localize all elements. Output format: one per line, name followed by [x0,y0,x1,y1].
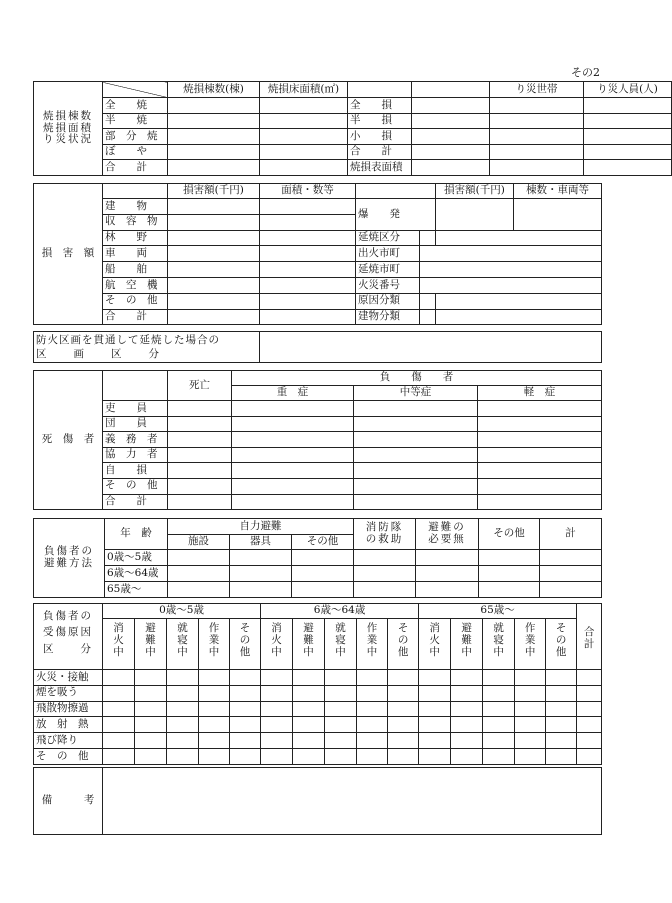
info-row-label: 建物分類 [356,309,420,325]
input-cell[interactable] [354,494,478,510]
input-cell[interactable] [478,416,602,432]
cause-row-label: 飛び降り [34,733,103,749]
casualty-row-label: 自 損 [103,463,168,479]
input-cell[interactable] [168,566,230,582]
injury-cause-rows [33,669,602,765]
input-cell[interactable] [357,685,388,701]
input-cell[interactable] [515,717,546,733]
activity-label: 消火中 [271,622,282,659]
input-cell[interactable] [490,98,584,114]
header-total: 計 [540,519,602,550]
input-cell[interactable] [260,129,348,145]
casualty-title: 死 傷 者 [34,371,103,510]
activity-label: 就寝中 [335,622,346,659]
input-cell[interactable] [261,685,293,701]
input-cell[interactable] [230,566,292,582]
loss-row-label: 全 損 [348,98,412,114]
damage-row-label: そ の 他 [103,293,168,309]
input-cell[interactable] [168,277,260,293]
input-cell[interactable] [292,550,354,566]
input-cell[interactable] [388,733,419,749]
header-burn-floor-area: 焼損床面積(㎡) [260,82,348,98]
input-cell[interactable] [515,733,546,749]
input-cell[interactable] [168,246,260,262]
input-cell[interactable] [479,566,540,582]
casualty-table [33,370,602,510]
loss-row-label: 合 計 [348,144,412,160]
damage-row-label: 車 両 [103,246,168,262]
input-cell[interactable] [168,309,260,325]
activity-label: 避難中 [461,622,472,659]
input-cell[interactable] [357,670,388,686]
input-cell[interactable] [232,494,354,510]
input-cell[interactable] [416,566,479,582]
input-cell[interactable] [436,309,602,325]
input-cell[interactable] [540,582,602,598]
burn-title: 焼損棟数 焼損面積 り災状況 [34,82,103,176]
input-cell[interactable] [584,144,672,160]
cause-row-label: そ の 他 [34,748,103,764]
input-cell[interactable] [135,685,167,701]
info-row-label: 原因分類 [356,293,420,309]
input-cell[interactable] [168,144,260,160]
input-cell[interactable] [232,447,354,463]
input-cell[interactable] [260,160,348,176]
activity-label: その他 [397,622,409,659]
burn-row-label: 部 分 焼 [103,129,168,145]
info-row-label: 火災番号 [356,277,420,293]
input-cell[interactable] [167,670,199,686]
input-cell[interactable] [232,416,354,432]
input-cell[interactable] [354,463,478,479]
header-equipment: 器具 [230,535,292,550]
input-cell[interactable] [260,144,348,160]
damage-title: 損 害 額 [34,184,103,325]
input-cell[interactable] [584,160,672,176]
input-cell[interactable] [412,129,490,145]
input-cell[interactable] [168,582,230,598]
input-cell[interactable] [546,685,577,701]
input-cell[interactable] [419,685,451,701]
burn-row-label: 半 焼 [103,113,168,129]
header-severe: 重 症 [232,386,354,401]
activity-label: その他 [239,622,251,659]
input-cell[interactable] [168,98,260,114]
input-cell[interactable] [436,199,514,231]
input-cell[interactable] [451,717,483,733]
input-cell[interactable] [354,582,416,598]
input-cell[interactable] [168,416,232,432]
input-cell[interactable] [103,733,135,749]
input-cell[interactable] [419,701,451,717]
input-cell[interactable] [584,113,672,129]
input-cell[interactable] [168,262,260,278]
input-cell[interactable] [199,748,230,764]
input-cell[interactable] [167,685,199,701]
input-cell[interactable] [577,670,602,686]
loss-row-label: 焼損表面積 [348,160,412,176]
input-cell[interactable] [230,550,292,566]
input-cell[interactable] [168,478,232,494]
input-cell[interactable] [420,230,436,246]
activity-label: その他 [555,622,567,659]
input-cell[interactable] [515,748,546,764]
input-cell[interactable] [232,432,354,448]
casualty-row-label: 義 務 者 [103,432,168,448]
input-cell[interactable] [577,733,602,749]
input-cell[interactable] [135,701,167,717]
input-cell[interactable] [419,670,451,686]
age-row-label: 6歳〜64歳 [105,566,168,582]
input-cell[interactable] [168,494,232,510]
evacuation-title: 負傷者の 避難方法 [34,519,105,598]
input-cell[interactable] [103,748,135,764]
input-cell[interactable] [293,733,325,749]
input-cell[interactable] [490,160,584,176]
burn-row-label: ぼ や [103,144,168,160]
page-label: その2 [571,66,600,79]
cause-row-label: 煙を吸う [34,685,103,701]
input-cell[interactable] [483,733,515,749]
input-cell[interactable] [325,685,357,701]
cause-row-label: 飛散物擦過 [34,701,103,717]
loss-row-label: 半 損 [348,113,412,129]
fire-zone-table [33,331,602,363]
activity-label: 避難中 [303,622,314,659]
input-cell[interactable] [260,199,356,215]
input-cell[interactable] [260,293,356,309]
activity-label: 消火中 [429,622,440,659]
info-row-label: 延焼市町 [356,262,420,278]
input-cell[interactable] [167,733,199,749]
input-cell[interactable] [546,748,577,764]
cause-row-label: 放 射 熱 [34,717,103,733]
header-other: その他 [479,519,540,550]
input-cell[interactable] [293,701,325,717]
input-cell[interactable] [388,748,419,764]
input-cell[interactable] [577,717,602,733]
damage-row-label: 林 野 [103,230,168,246]
input-cell[interactable] [388,670,419,686]
activity-label: 作業中 [208,622,220,659]
input-cell[interactable] [478,432,602,448]
input-cell[interactable] [135,748,167,764]
input-cell[interactable] [325,748,357,764]
input-cell[interactable] [412,98,490,114]
input-cell[interactable] [103,701,135,717]
input-cell[interactable] [420,293,436,309]
header-persons: り災人員(人) [584,82,672,98]
fire-zone-input[interactable] [260,332,602,363]
input-cell[interactable] [168,113,260,129]
header-damage-amount-2: 損害額(千円) [436,184,514,199]
input-cell[interactable] [478,463,602,479]
input-cell[interactable] [232,401,354,417]
casualty-row-label: 団 員 [103,416,168,432]
input-cell[interactable] [478,494,602,510]
input-cell[interactable] [230,582,292,598]
header-facility: 施設 [168,535,230,550]
burn-row-label: 全 焼 [103,98,168,114]
casualty-row-label: 協 力 者 [103,447,168,463]
input-cell[interactable] [577,685,602,701]
diagonal-cell [103,82,168,98]
input-cell[interactable] [293,717,325,733]
injury-cause-title: 負傷者の 受傷原因 区 分 [34,604,103,670]
header-age: 年 齢 [105,519,168,550]
input-cell[interactable] [325,717,357,733]
input-cell[interactable] [168,199,260,215]
burn-status-table [33,81,672,176]
header-death: 死亡 [168,371,232,401]
input-cell[interactable] [514,199,602,231]
loss-row-label: 小 損 [348,129,412,145]
input-cell[interactable] [577,748,602,764]
input-cell[interactable] [419,717,451,733]
input-cell[interactable] [354,566,416,582]
header-moderate: 中等症 [354,386,478,401]
input-cell[interactable] [199,717,230,733]
input-cell[interactable] [357,733,388,749]
input-cell[interactable] [490,144,584,160]
input-cell[interactable] [490,113,584,129]
input-cell[interactable] [490,129,584,145]
input-cell[interactable] [478,478,602,494]
input-cell[interactable] [416,582,479,598]
input-cell[interactable] [412,113,490,129]
header-age-6-64: 6歳〜64歳 [261,604,419,619]
input-cell[interactable] [261,733,293,749]
input-cell[interactable] [420,277,602,293]
input-cell[interactable] [292,566,354,582]
input-cell[interactable] [420,262,602,278]
input-cell[interactable] [483,717,515,733]
input-cell[interactable] [483,748,515,764]
input-cell[interactable] [168,230,260,246]
input-cell[interactable] [479,582,540,598]
input-cell[interactable] [451,701,483,717]
input-cell[interactable] [354,432,478,448]
input-cell[interactable] [199,685,230,701]
header-age-65: 65歳〜 [419,604,577,619]
input-cell[interactable] [478,401,602,417]
evacuation-table [33,518,602,598]
activity-label: 作業中 [524,622,536,659]
input-cell[interactable] [293,685,325,701]
input-cell[interactable] [260,246,356,262]
casualty-row-label: 合 計 [103,494,168,510]
header-self-other: その他 [292,535,354,550]
input-cell[interactable] [168,432,232,448]
damage-row-label: 建 物 [103,199,168,215]
input-cell[interactable] [357,748,388,764]
input-cell[interactable] [167,748,199,764]
input-cell[interactable] [515,685,546,701]
input-cell[interactable] [293,670,325,686]
input-cell[interactable] [261,670,293,686]
input-cell[interactable] [436,293,602,309]
header-rescue: 消防隊 の救助 [354,519,416,550]
header-injured: 負 傷 者 [232,371,602,386]
input-cell[interactable] [515,701,546,717]
input-cell[interactable] [546,733,577,749]
input-cell[interactable] [168,293,260,309]
fire-zone-label: 防火区画を貫通して延焼した場合の 区 画 区 分 [34,332,260,363]
input-cell[interactable] [103,670,135,686]
input-cell[interactable] [325,701,357,717]
input-cell[interactable] [451,748,483,764]
age-row-label: 65歳〜 [105,582,168,598]
damage-row-label: 収 容 物 [103,214,168,230]
input-cell[interactable] [199,670,230,686]
input-cell[interactable] [483,670,515,686]
input-cell[interactable] [230,670,261,686]
header-total: 合計 [577,604,602,670]
input-cell[interactable] [451,733,483,749]
header-age-0-5: 0歳〜5歳 [103,604,261,619]
input-cell[interactable] [419,748,451,764]
input-cell[interactable] [388,701,419,717]
age-row-label: 0歳〜5歳 [105,550,168,566]
input-cell[interactable] [230,733,261,749]
info-row-label: 延焼区分 [356,230,420,246]
activity-label: 消火中 [113,622,124,659]
input-cell[interactable] [436,230,602,246]
remarks-table [33,767,602,835]
input-cell[interactable] [416,550,479,566]
input-cell[interactable] [103,717,135,733]
input-cell[interactable] [167,701,199,717]
input-cell[interactable] [260,230,356,246]
input-cell[interactable] [540,566,602,582]
input-cell[interactable] [261,701,293,717]
casualty-row-label: そ の 他 [103,478,168,494]
input-cell[interactable] [325,670,357,686]
input-cell[interactable] [260,277,356,293]
burn-row-label: 合 計 [103,160,168,176]
input-cell[interactable] [168,463,232,479]
remarks-title: 備 考 [34,768,103,835]
input-cell[interactable] [451,670,483,686]
header-unnecessary: 避難の 必要無 [416,519,479,550]
input-cell[interactable] [168,129,260,145]
input-cell[interactable] [230,748,261,764]
damage-row-label: 航 空 機 [103,277,168,293]
input-cell[interactable] [478,447,602,463]
input-cell[interactable] [357,701,388,717]
input-cell[interactable] [230,701,261,717]
activity-label: 避難中 [145,622,156,659]
input-cell[interactable] [168,447,232,463]
input-cell[interactable] [325,733,357,749]
input-cell[interactable] [483,701,515,717]
damage-table [33,183,602,325]
input-cell[interactable] [584,129,672,145]
input-cell[interactable] [260,214,356,230]
input-cell[interactable] [135,670,167,686]
header-self-evacuation: 自力避難 [168,519,354,535]
input-cell[interactable] [388,685,419,701]
damage-row-label: 合 計 [103,309,168,325]
damage-row-label: 船 舶 [103,262,168,278]
input-cell[interactable] [420,309,436,325]
header-households: り災世帯 [490,82,584,98]
input-cell[interactable] [199,733,230,749]
input-cell[interactable] [261,717,293,733]
input-cell[interactable] [354,447,478,463]
input-cell[interactable] [420,246,602,262]
header-area-count: 面積・数等 [260,184,356,199]
input-cell[interactable] [230,685,261,701]
input-cell[interactable] [260,113,348,129]
input-cell[interactable] [540,550,602,566]
input-cell[interactable] [232,478,354,494]
input-cell[interactable] [354,550,416,566]
input-cell[interactable] [412,144,490,160]
input-cell[interactable] [546,717,577,733]
casualty-row-label: 吏 員 [103,401,168,417]
input-cell[interactable] [260,262,356,278]
cause-row-label: 火災・接触 [34,670,103,686]
input-cell[interactable] [261,748,293,764]
explosion-label: 爆 発 [356,199,436,231]
activity-label: 作業中 [366,622,378,659]
input-cell[interactable] [451,685,483,701]
input-cell[interactable] [103,685,135,701]
input-cell[interactable] [199,701,230,717]
input-cell[interactable] [584,98,672,114]
remarks-input[interactable] [103,768,602,835]
header-damage-amount: 損害額(千円) [168,184,260,199]
input-cell[interactable] [230,717,261,733]
input-cell[interactable] [292,582,354,598]
input-cell[interactable] [168,401,232,417]
input-cell[interactable] [293,748,325,764]
input-cell[interactable] [354,401,478,417]
input-cell[interactable] [419,733,451,749]
input-cell[interactable] [412,160,490,176]
input-cell[interactable] [135,717,167,733]
input-cell[interactable] [168,160,260,176]
injury-cause-table [33,603,602,670]
input-cell[interactable] [577,701,602,717]
input-cell[interactable] [168,214,260,230]
input-cell[interactable] [479,550,540,566]
input-cell[interactable] [354,478,478,494]
header-mild: 軽 症 [478,386,602,401]
input-cell[interactable] [260,98,348,114]
input-cell[interactable] [260,309,356,325]
input-cell[interactable] [167,717,199,733]
input-cell[interactable] [546,670,577,686]
activity-label: 就寝中 [493,622,504,659]
input-cell[interactable] [515,670,546,686]
input-cell[interactable] [357,717,388,733]
input-cell[interactable] [168,550,230,566]
header-buildings-vehicles: 棟数・車両等 [514,184,602,199]
input-cell[interactable] [388,717,419,733]
activity-label: 就寝中 [177,622,188,659]
input-cell[interactable] [483,685,515,701]
input-cell[interactable] [354,416,478,432]
input-cell[interactable] [546,701,577,717]
input-cell[interactable] [232,463,354,479]
header-burn-buildings: 焼損棟数(棟) [168,82,260,98]
info-row-label: 出火市町 [356,246,420,262]
input-cell[interactable] [135,733,167,749]
